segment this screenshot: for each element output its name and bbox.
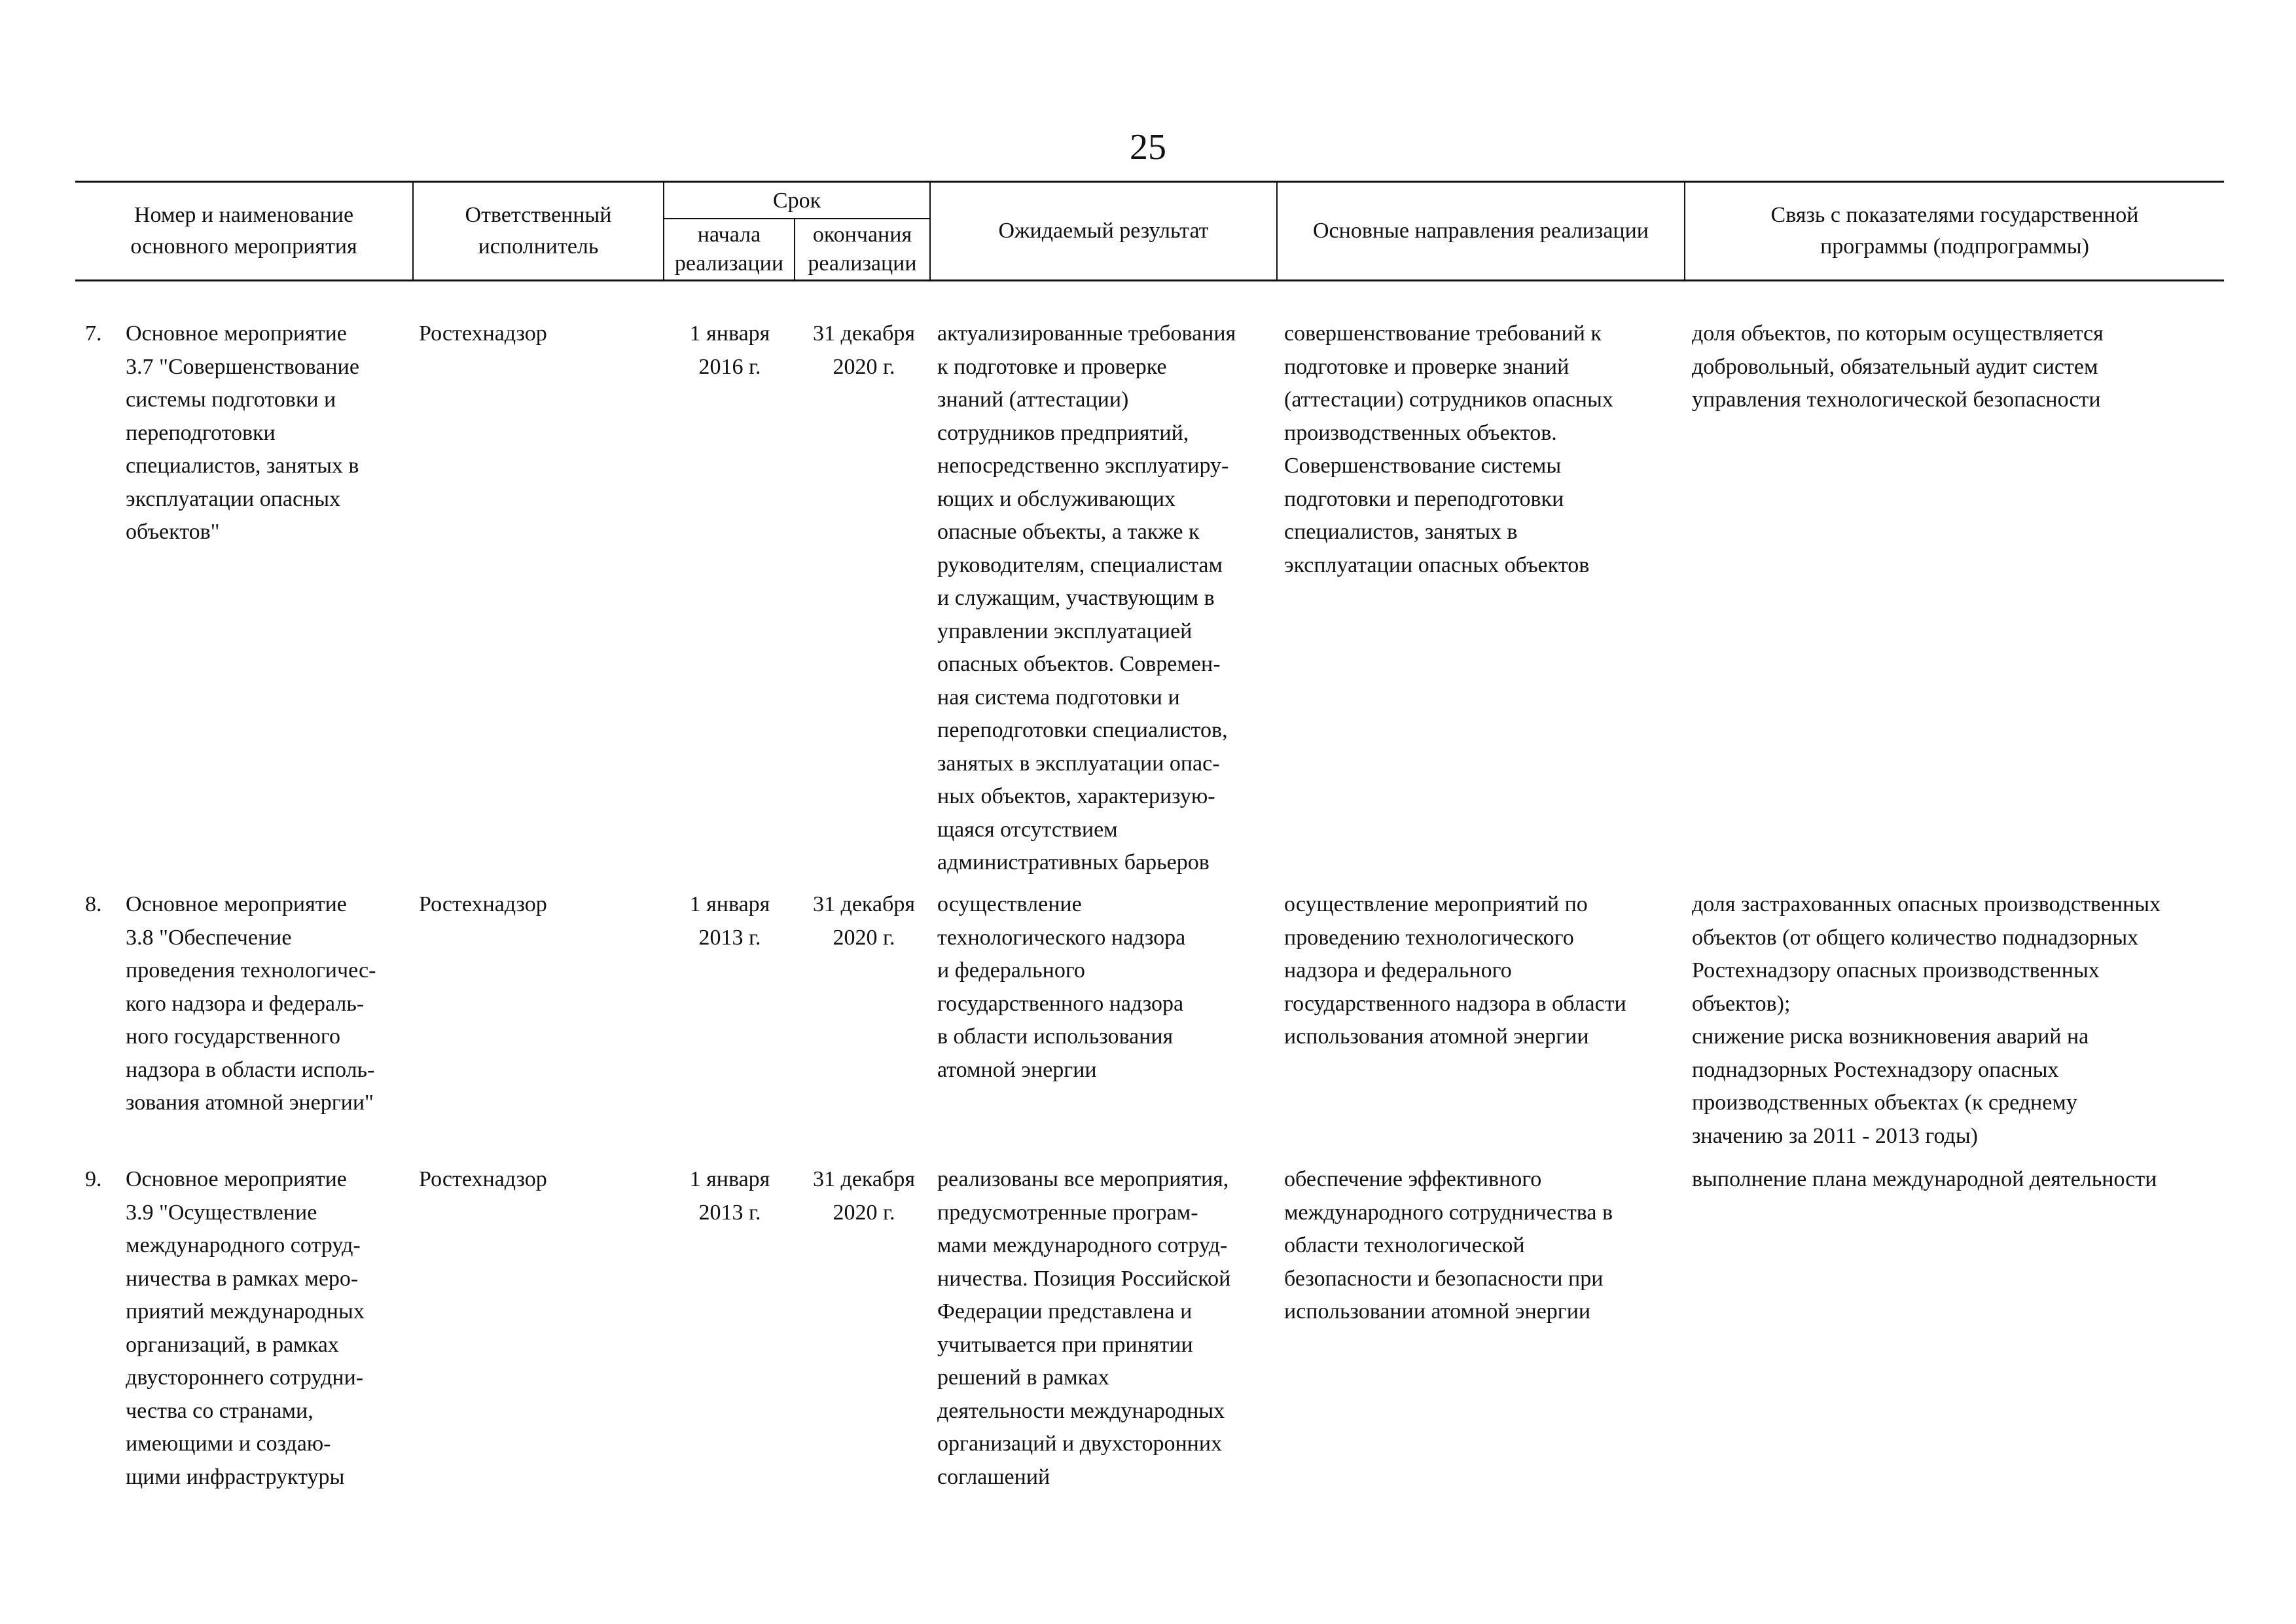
row-link: доля объектов, по которым осуществляется добровольный, обязательный аудит систем управления технологической безопасности [1692,321,2104,412]
row-start: 1 января 2013 г. [689,892,770,950]
header-result: Ожидаемый результат [998,219,1209,243]
row-name: Основное мероприятие 3.7 "Совершенствование системы подготовки и переподготовки специалистов, занятых в эксплуатации опасных объектов" [126,321,359,544]
header-name: Номер и наименование основного мероприятия [130,203,357,259]
row-directions: осуществление мероприятий по проведению технологического надзора и федерального государственного надзора в области использования атомной энергии [1284,892,1626,1049]
row-number: 7. [85,321,102,346]
header-directions: Основные направления реализации [1312,219,1649,243]
row-number: 9. [85,1167,102,1191]
header-name-text [75,183,412,279]
header-start: начала реализации [674,223,784,276]
header-term-rule [663,218,931,219]
table-top-rule [75,181,2224,183]
page-number: 25 [1130,127,1166,168]
row-link: доля застрахованных опасных производственных объектов (от общего количество поднадзорных Ростехнадзору опасных производственных объектов); снижение риска возникновения аварий на поднадзорных Ростехнадзору опасных производственных объектах (к среднему значению за 2011 - 2013 годы) [1692,892,2161,1148]
row-start: 1 января 2016 г. [689,321,770,379]
row-executor: Ростехнадзор [419,892,547,916]
header-executor: Ответственный исполнитель [465,203,612,259]
header-link: Связь с показателями государственной программы (подпрограммы) [1770,203,2139,259]
row-start: 1 января 2013 г. [689,1167,770,1225]
row-end: 31 декабря 2020 г. [813,1167,915,1225]
row-end: 31 декабря 2020 г. [813,892,915,950]
header-term: Срок [772,188,821,213]
row-directions: обеспечение эффективного международного сотрудничества в области технологической безопасности и безопасности при использовании атомной энергии [1284,1167,1613,1324]
row-executor: Ростехнадзор [419,1167,547,1191]
row-name: Основное мероприятие 3.9 "Осуществление международного сотруд- ничества в рамках меро- приятий международных организаций, в рамках двустороннего сотрудни- чества со странами, имеющими и создаю- щими инфраструктуры [126,1167,365,1489]
row-result: осуществление технологического надзора и федерального государственного надзора в области использования атомной энергии [937,892,1186,1082]
row-result: актуализированные требования к подготовке и проверке знаний (аттестации) сотрудников предприятий, непосредственно эксплуатиру- ющих и обслуживающих опасные объекты, а также к руководителям, специалистам и служащим, участвующим в управлении эксплуатацией опасных объектов. Современ- ная система подготовки и переподготовки специалистов, занятых в эксплуатации опас- ных объектов, характеризую- щаяся отсутствием административных барьеров [937,321,1236,875]
row-directions: совершенствование требований к подготовке и проверке знаний (аттестации) сотрудников опасных производственных объектов. Совершенствование системы подготовки и переподготовки специалистов, занятых в эксплуатации опасных объектов [1284,321,1613,577]
row-result: реализованы все мероприятия, предусмотренные програм- мами международного сотруд- ничества. Позиция Российской Федерации представлена и учитывается при принятии решений в рамках деятельности международных организаций и двухсторонних соглашений [937,1167,1231,1489]
row-name: Основное мероприятие 3.8 "Обеспечение проведения технологичес- кого надзора и федераль- ного государственного надзора в области исполь- зования атомной энергии" [126,892,376,1115]
table-header-bottom-rule [75,280,2224,281]
row-end: 31 декабря 2020 г. [813,321,915,379]
row-number: 8. [85,892,102,916]
row-executor: Ростехнадзор [419,321,547,346]
row-link: выполнение плана международной деятельности [1692,1167,2157,1191]
header-end: окончания реализации [808,223,917,276]
